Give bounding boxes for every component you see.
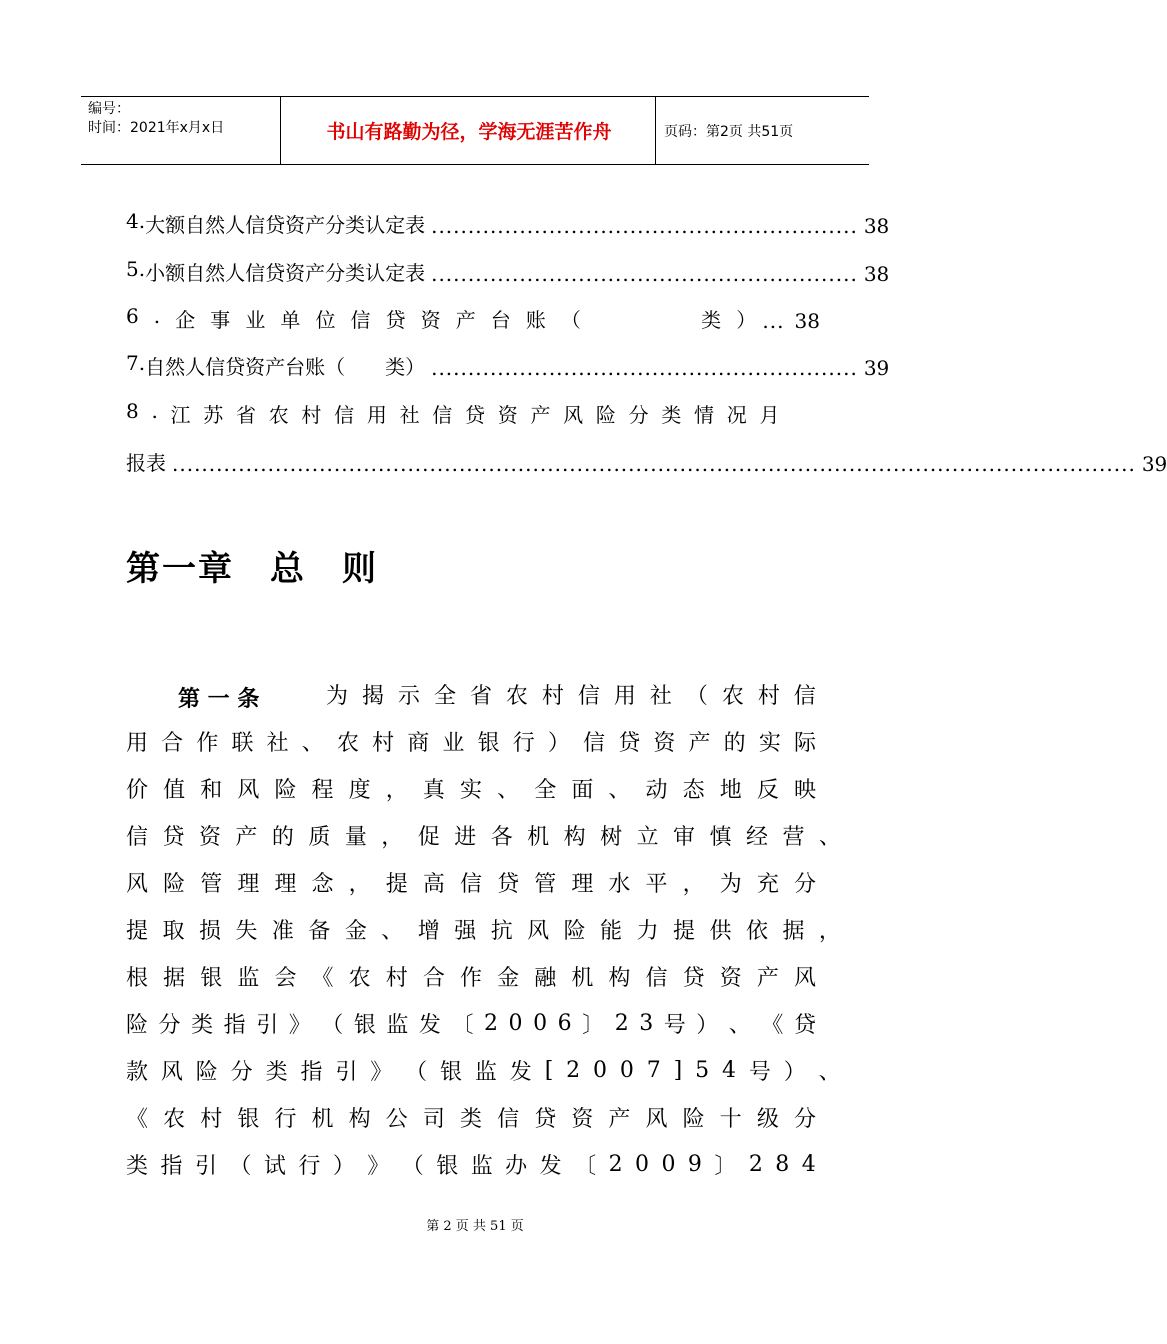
- toc-entry: [126, 446, 1167, 476]
- article-line: 根 据 银 监 会 《 农 村 合 作 金 融 机 构 信 贷 资 产 风: [126, 965, 816, 991]
- article-line: 为 揭 示 全 省 农 村 信 用 社 （ 农 村 信: [326, 683, 816, 709]
- header-page-info: 页码：第2页 共51页: [664, 124, 794, 140]
- header-divider: [280, 97, 281, 164]
- toc-leader-dots: ...................................................................................................................................: [172, 452, 1136, 476]
- header-motto: 书山有路勤为径，学海无涯苦作舟: [326, 121, 612, 143]
- header-divider: [655, 97, 656, 164]
- number-label: 编号：: [88, 101, 130, 117]
- toc-page-number: 39: [863, 356, 890, 380]
- toc-leader-dots: ..........................................................: [431, 356, 858, 380]
- toc-leader-dots: ...: [762, 309, 785, 333]
- article-line: 价 值 和 风 险 程 度 ， 真 实 、 全 面 、 动 态 地 反 映: [126, 777, 816, 803]
- toc-page-number: 38: [863, 214, 890, 238]
- toc-entry: [126, 350, 890, 380]
- article-heading: 第 一 条: [178, 687, 260, 712]
- toc-entry: [126, 208, 890, 238]
- toc-page-number: 38: [863, 262, 890, 286]
- toc-leader-dots: ..........................................................: [431, 214, 858, 238]
- article-line: 款 风 险 分 类 指 引 》 （ 银 监 发 [ 2 0 0 7 ] 5 4 号 ） 、: [126, 1057, 841, 1085]
- toc-leader-dots: ..........................................................: [431, 262, 858, 286]
- article-line: 信 贷 资 产 的 质 量 ， 促 进 各 机 构 树 立 审 慎 经 营 、: [126, 824, 841, 850]
- header-table: [81, 96, 869, 165]
- article-line: 类 指 引 （ 试 行 ） 》 （ 银 监 办 发 〔 2 0 0 9 〕 2 8 4: [126, 1151, 816, 1179]
- toc-entry: [126, 303, 820, 333]
- toc-entry-label: 7 . 自 然 人 信 贷 资 产 台 账 （ 类 ）: [126, 351, 426, 379]
- toc-entry-label: 5 . 小 额 自 然 人 信 贷 资 产 分 类 认 定 表: [126, 257, 426, 285]
- toc-entry: [126, 256, 890, 286]
- toc-entry-label: 6 . 企 事 业 单 位 信 贷 资 产 台 账 （ 类 ）: [126, 304, 757, 332]
- toc-entry-label: 4 . 大 额 自 然 人 信 贷 资 产 分 类 认 定 表: [126, 209, 426, 237]
- header-left: [88, 100, 224, 138]
- page-footer: 第 2 页 共 51 页: [426, 1219, 524, 1234]
- time-label: 时间：2021年x月x日: [88, 120, 225, 136]
- article-line: 提 取 损 失 准 备 金 、 增 强 抗 风 险 能 力 提 供 依 据 ，: [126, 918, 841, 944]
- toc-page-number: 39: [1141, 452, 1167, 476]
- article-line: 险 分 类 指 引 》 （ 银 监 发 〔 2 0 0 6 〕 2 3 号 ） 、 《 贷: [126, 1010, 816, 1038]
- article-line: 用 合 作 联 社 、 农 村 商 业 银 行 ） 信 贷 资 产 的 实 际: [126, 730, 816, 756]
- article-line: 《 农 村 银 行 机 构 公 司 类 信 贷 资 产 风 险 十 级 分: [126, 1106, 816, 1132]
- article-line: 风 险 管 理 理 念 ， 提 高 信 贷 管 理 水 平 ， 为 充 分: [126, 871, 816, 897]
- toc-entry-label: 8 . 江 苏 省 农 村 信 用 社 信 贷 资 产 风 险 分 类 情 况 月: [126, 399, 780, 427]
- toc-entry-label: 报 表: [126, 451, 166, 475]
- toc-page-number: 38: [794, 309, 820, 333]
- toc-entry: [126, 398, 820, 428]
- chapter-title: 第一章 总 则: [126, 549, 378, 589]
